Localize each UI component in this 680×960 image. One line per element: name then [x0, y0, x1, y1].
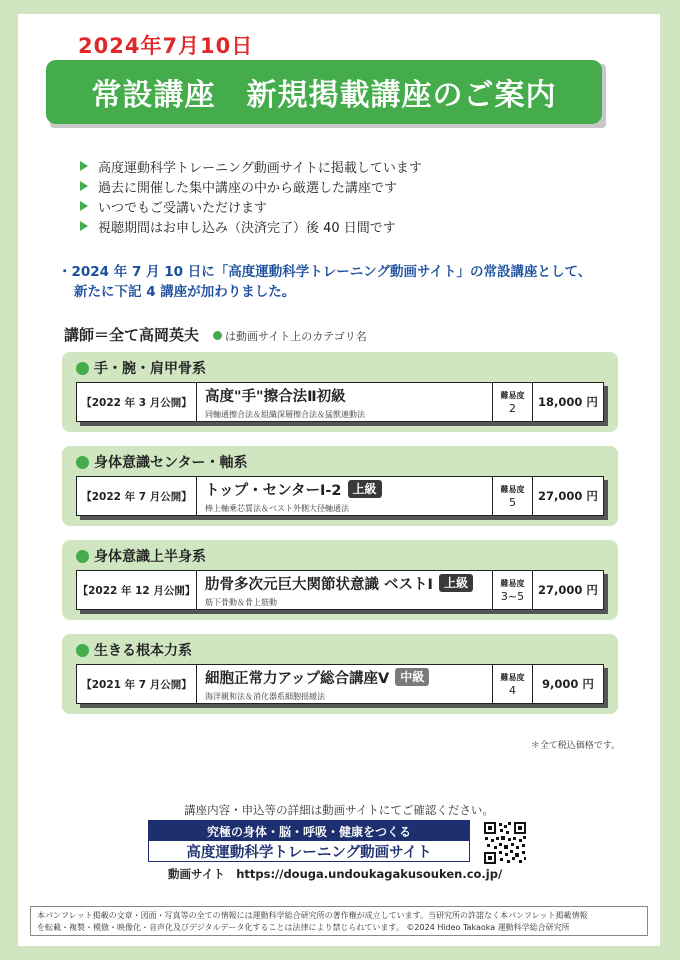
triangle-bullet-icon — [80, 201, 88, 211]
category-name: 身体意識上半身系 — [94, 549, 206, 565]
course-title-text: 肋骨多次元巨大関節状意識 ベストⅠ — [205, 576, 433, 593]
difficulty-cell — [493, 383, 533, 421]
green-dot-icon — [76, 644, 89, 657]
category-name: 手・腕・肩甲骨系 — [94, 361, 206, 377]
category-name: 身体意識センター・軸系 — [94, 455, 248, 471]
lecturer-line — [64, 324, 367, 345]
published-date: 【2022 年 7 月公開】 — [77, 477, 197, 515]
lecturer-label: 講師＝全て高岡英夫 — [64, 326, 200, 344]
green-dot-icon — [213, 331, 222, 340]
published-date: 【2022 年 3 月公開】 — [77, 383, 197, 421]
course-title — [205, 385, 484, 406]
difficulty-cell — [493, 477, 533, 515]
green-dot-icon — [76, 456, 89, 469]
course-row — [76, 664, 604, 704]
course-title-text: 高度"手"擦合法Ⅱ初級 — [205, 388, 346, 405]
bullet-text: 高度運動科学トレーニング動画サイトに掲載しています — [98, 160, 422, 176]
level-badge: 中級 — [395, 668, 429, 686]
date: 2024年7月10日 — [78, 34, 254, 58]
price: 9,000 円 — [542, 677, 594, 691]
tax-note: ＊全て税込価格です。 — [530, 741, 620, 751]
bullet-text: 過去に開催した集中講座の中から厳選した講座です — [98, 180, 398, 196]
difficulty-label: 難易度 — [500, 484, 525, 494]
list-item — [80, 196, 422, 216]
site-url[interactable]: 動画サイト https://douga.undoukagakusouken.co.jp/ — [168, 867, 503, 881]
difficulty-cell — [493, 571, 533, 609]
difficulty-label: 難易度 — [500, 672, 525, 682]
difficulty-label: 難易度 — [500, 390, 525, 400]
list-item — [80, 216, 422, 236]
pamphlet-page — [18, 14, 660, 946]
course-cell — [197, 571, 493, 609]
course-subtitle: 棒上軸乗芯質法＆ベスト外側大径軸通法 — [205, 503, 349, 513]
green-dot-icon — [76, 362, 89, 375]
published-date: 【2021 年 7 月公開】 — [77, 665, 197, 703]
triangle-bullet-icon — [80, 181, 88, 191]
category-panel — [62, 634, 618, 714]
price: 27,000 円 — [538, 583, 598, 597]
difficulty-label: 難易度 — [500, 578, 525, 588]
copyright-line: を転載・複製・模倣・映像化・音声化及びデジタルデータ化することは法律により禁じられています。 ©2024 Hideo Takaoka 運動科学総合研究所 — [37, 923, 570, 932]
category-panel — [62, 540, 618, 620]
announcement-line: 新たに下記 4 講座が加わりました。 — [74, 284, 296, 300]
announcement-line: ・2024 年 7 月 10 日に「高度運動科学トレーニング動画サイト」の常設講座として、 — [58, 264, 592, 280]
banner-site-name: 高度運動科学トレーニング動画サイト — [149, 841, 469, 861]
course-cell — [197, 665, 493, 703]
level-badge: 上級 — [348, 480, 382, 498]
legend-text: は動画サイト上のカテゴリ名 — [225, 329, 367, 343]
difficulty-value: 5 — [509, 495, 516, 509]
copyright-line: 本パンフレット掲載の文章・図面・写真等の全ての情報には運動科学総合研究所の著作権が成立しています。当研究所の許諾なく本パンフレット掲載情報 — [37, 911, 588, 920]
category-legend — [213, 328, 367, 344]
difficulty-cell — [493, 665, 533, 703]
list-item — [80, 176, 422, 196]
contact-note: 講座内容・申込等の詳細は動画サイトにてご確認ください。 — [184, 803, 494, 817]
level-badge: 上級 — [439, 574, 473, 592]
course-subtitle: 海洋親和法＆消化器系細胞揺緩法 — [205, 691, 325, 701]
triangle-bullet-icon — [80, 221, 88, 231]
course-subtitle: 同軸通擦合法＆組織深層擦合法＆猛獣連動法 — [205, 409, 365, 419]
site-banner[interactable] — [148, 820, 470, 862]
qr-code-icon[interactable] — [482, 820, 528, 866]
course-cell — [197, 477, 493, 515]
published-date: 【2022 年 12 月公開】 — [77, 571, 197, 609]
difficulty-value: 4 — [509, 683, 516, 697]
price: 18,000 円 — [538, 395, 598, 409]
course-cell — [197, 383, 493, 421]
course-row — [76, 382, 604, 422]
course-title — [205, 573, 484, 594]
course-title-text: トップ・センターⅠ-2 — [205, 482, 342, 499]
feature-list — [80, 156, 422, 236]
bullet-text: 視聴期間はお申し込み（決済完了）後 40 日間です — [98, 220, 396, 236]
course-title — [205, 667, 484, 688]
difficulty-value: 3~5 — [500, 589, 525, 603]
course-row — [76, 476, 604, 516]
bullet-text: いつでもご受講いただけます — [98, 200, 268, 216]
banner-tagline: 究極の身体・脳・呼吸・健康をつくる — [149, 821, 469, 841]
category-panel — [62, 446, 618, 526]
course-row — [76, 570, 604, 610]
category-heading — [76, 546, 206, 566]
difficulty-value: 2 — [509, 401, 516, 415]
category-name: 生きる根本力系 — [94, 643, 192, 659]
announcement — [58, 262, 638, 302]
title-banner — [46, 60, 602, 124]
category-heading — [76, 640, 192, 660]
price: 27,000 円 — [538, 489, 598, 503]
category-panel — [62, 352, 618, 432]
green-dot-icon — [76, 550, 89, 563]
copyright-notice — [30, 906, 648, 936]
category-heading — [76, 452, 247, 472]
list-item — [80, 156, 422, 176]
course-subtitle: 筋下骨動＆骨上筋動 — [205, 597, 277, 607]
category-heading — [76, 358, 206, 378]
course-title — [205, 479, 484, 500]
course-title-text: 細胞正常力アップ総合講座Ⅴ — [205, 670, 390, 687]
triangle-bullet-icon — [80, 161, 88, 171]
page-title: 常設講座 新規掲載講座のご案内 — [91, 78, 557, 113]
